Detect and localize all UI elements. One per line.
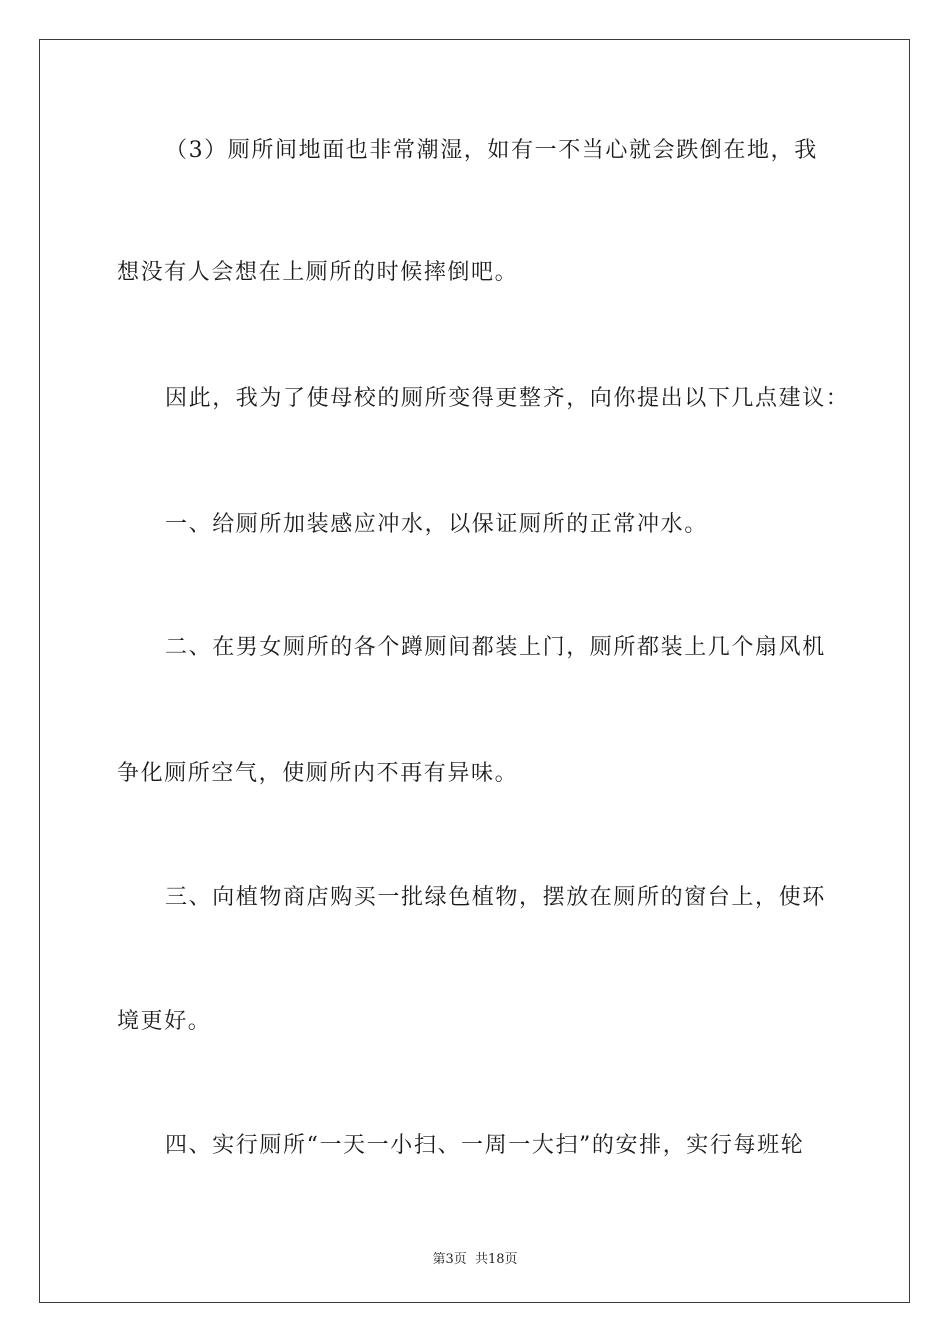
paragraph-line: 境更好。 <box>117 1009 212 1034</box>
paragraph-line: 争化厕所空气，使厕所内不再有异味。 <box>117 761 519 786</box>
paragraph-line: 一、给厕所加装感应冲水，以保证厕所的正常冲水。 <box>165 512 708 537</box>
paragraph-line: （3）厕所间地面也非常潮湿，如有一不当心就会跌倒在地，我 <box>165 138 818 163</box>
paragraph-line: 二、在男女厕所的各个蹲厕间都装上门，厕所都装上几个扇风机 <box>165 635 826 660</box>
paragraph-line: 因此，我为了使母校的厕所变得更整齐，向你提出以下几点建议： <box>165 386 850 411</box>
paragraph-line: 想没有人会想在上厕所的时候摔倒吧。 <box>117 260 519 285</box>
paragraph-line: 三、向植物商店购买一批绿色植物，摆放在厕所的窗台上，使环 <box>165 885 826 910</box>
current-page-label: 第3页 <box>432 1252 467 1267</box>
total-pages-label: 共18页 <box>474 1252 518 1267</box>
page-border <box>39 39 910 1303</box>
paragraph-line: 四、实行厕所“一天一小扫、一周一大扫”的安排，实行每班轮 <box>165 1133 805 1158</box>
page-footer <box>0 1248 950 1267</box>
